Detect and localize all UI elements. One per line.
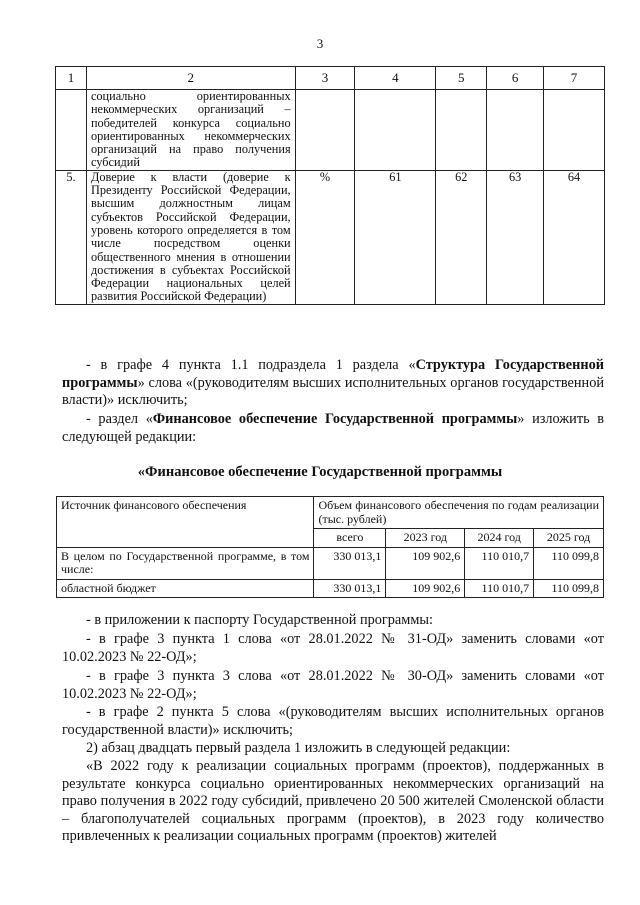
paragraph-bold-text: Структура Государственной программы — [62, 357, 604, 391]
table-cell-indicator: Доверие к власти (доверие к Президенту Российской Федерации, высшим должностным лицам субъектов Российской Федерации, уровень которого определяется в том числе посредством оценки общественного мнения в отношении достижения в субъектах Российской Федерации национальных целей развития Российской Федерации) — [86, 170, 295, 304]
finance-value: 110 010,7 — [465, 579, 534, 598]
table-cell-value: 64 — [544, 170, 605, 304]
paragraph-replace-3: - в графе 3 пункта 3 слова «от 28.01.2022 № 30-ОД» заменить словами «от 10.02.2023 № 22-ОД»; — [62, 668, 604, 702]
table-cell-number: 5. — [56, 170, 87, 304]
finance-col-header: 2024 год — [465, 529, 534, 548]
table-header-cell: 1 — [56, 67, 87, 90]
finance-row-label: областной бюджет — [57, 579, 314, 598]
finance-row — [57, 547, 604, 579]
table-cell — [295, 90, 355, 171]
table-cell-unit: % — [295, 170, 355, 304]
table-row — [56, 90, 605, 171]
finance-section-title: «Финансовое обеспечение Государственной программы — [137, 464, 503, 480]
paragraph-text: » изложить в следующей редакции: — [62, 411, 605, 445]
table-header-cell: 6 — [487, 67, 544, 90]
table-cell — [487, 90, 544, 171]
table-cell — [436, 90, 487, 171]
finance-col-header: 2023 год — [386, 529, 465, 548]
paragraph-section-1-change: 2) абзац двадцать первый раздела 1 изложить в следующей редакции: — [86, 740, 511, 756]
table-cell-value: 61 — [355, 170, 436, 304]
table-row — [56, 170, 605, 304]
paragraph-finance-section — [62, 411, 604, 446]
table-header-cell: 2 — [86, 67, 295, 90]
finance-col-header: 2025 год — [534, 529, 604, 548]
table-header-cell: 4 — [355, 67, 436, 90]
paragraph-quote: «В 2022 году к реализации социальных программ (проектов), поддержанных в результате конкурса социально ориентированных некоммерческих организаций на право получения в 2022 году субсидий, привлечено 20 500 жителей Смоленской области – благополучателей социальных программ (проектов), в 2023 году количество привлеченных к реализации социальных программ (проектов) жителей — [62, 758, 604, 844]
paragraph-structure-change — [62, 357, 604, 410]
paragraph-appendix: - в приложении к паспорту Государственной программы: — [86, 612, 433, 628]
paragraph-exclude-5: - в графе 2 пункта 5 слова «(руководителям высших исполнительных органов государственной власти)» исключить; — [62, 704, 604, 738]
paragraph-text: - раздел « — [86, 411, 153, 427]
finance-value: 110 099,8 — [534, 547, 604, 579]
table-cell-value: 63 — [487, 170, 544, 304]
page-number: 3 — [316, 36, 324, 51]
table-header-cell: 7 — [544, 67, 605, 90]
finance-value: 110 099,8 — [534, 579, 604, 598]
finance-value: 330 013,1 — [314, 579, 386, 598]
paragraph-bold-text: Финансовое обеспечение Государственной программы — [152, 411, 518, 427]
finance-value: 109 902,6 — [386, 579, 465, 598]
paragraph-replace-1: - в графе 3 пункта 1 слова «от 28.01.2022 № 31-ОД» заменить словами «от 10.02.2023 № 22-ОД»; — [62, 631, 604, 665]
table-header-cell: 3 — [295, 67, 355, 90]
finance-volume-header: Объем финансового обеспечения по годам реализации (тыс. рублей) — [314, 497, 604, 529]
finance-row-label: В целом по Государственной программе, в том числе: — [57, 547, 314, 579]
finance-source-header: Источник финансового обеспечения — [57, 497, 314, 548]
finance-header-row — [57, 497, 604, 529]
finance-col-header: всего — [314, 529, 386, 548]
paragraph-text: » слова «(руководителям высших исполнительных органов государственной власти)» исключить; — [62, 374, 604, 408]
table-cell-value: 62 — [436, 170, 487, 304]
finance-value: 330 013,1 — [314, 547, 386, 579]
table-cell — [355, 90, 436, 171]
paragraph-text: - в графе 4 пункта 1.1 подраздела 1 раздела « — [86, 357, 416, 373]
table-header-cell: 5 — [436, 67, 487, 90]
finance-value: 110 010,7 — [465, 547, 534, 579]
table-cell — [56, 90, 87, 171]
table-cell-indicator: социально ориентированных некоммерческих организаций – победителей конкурса социально ориентированных некоммерческих организаций на право получения субсидий — [86, 90, 295, 171]
finance-row — [57, 579, 604, 598]
table-cell — [544, 90, 605, 171]
indicators-table — [55, 66, 605, 305]
table-header-row — [56, 67, 605, 90]
finance-table — [56, 496, 604, 598]
finance-value: 109 902,6 — [386, 547, 465, 579]
